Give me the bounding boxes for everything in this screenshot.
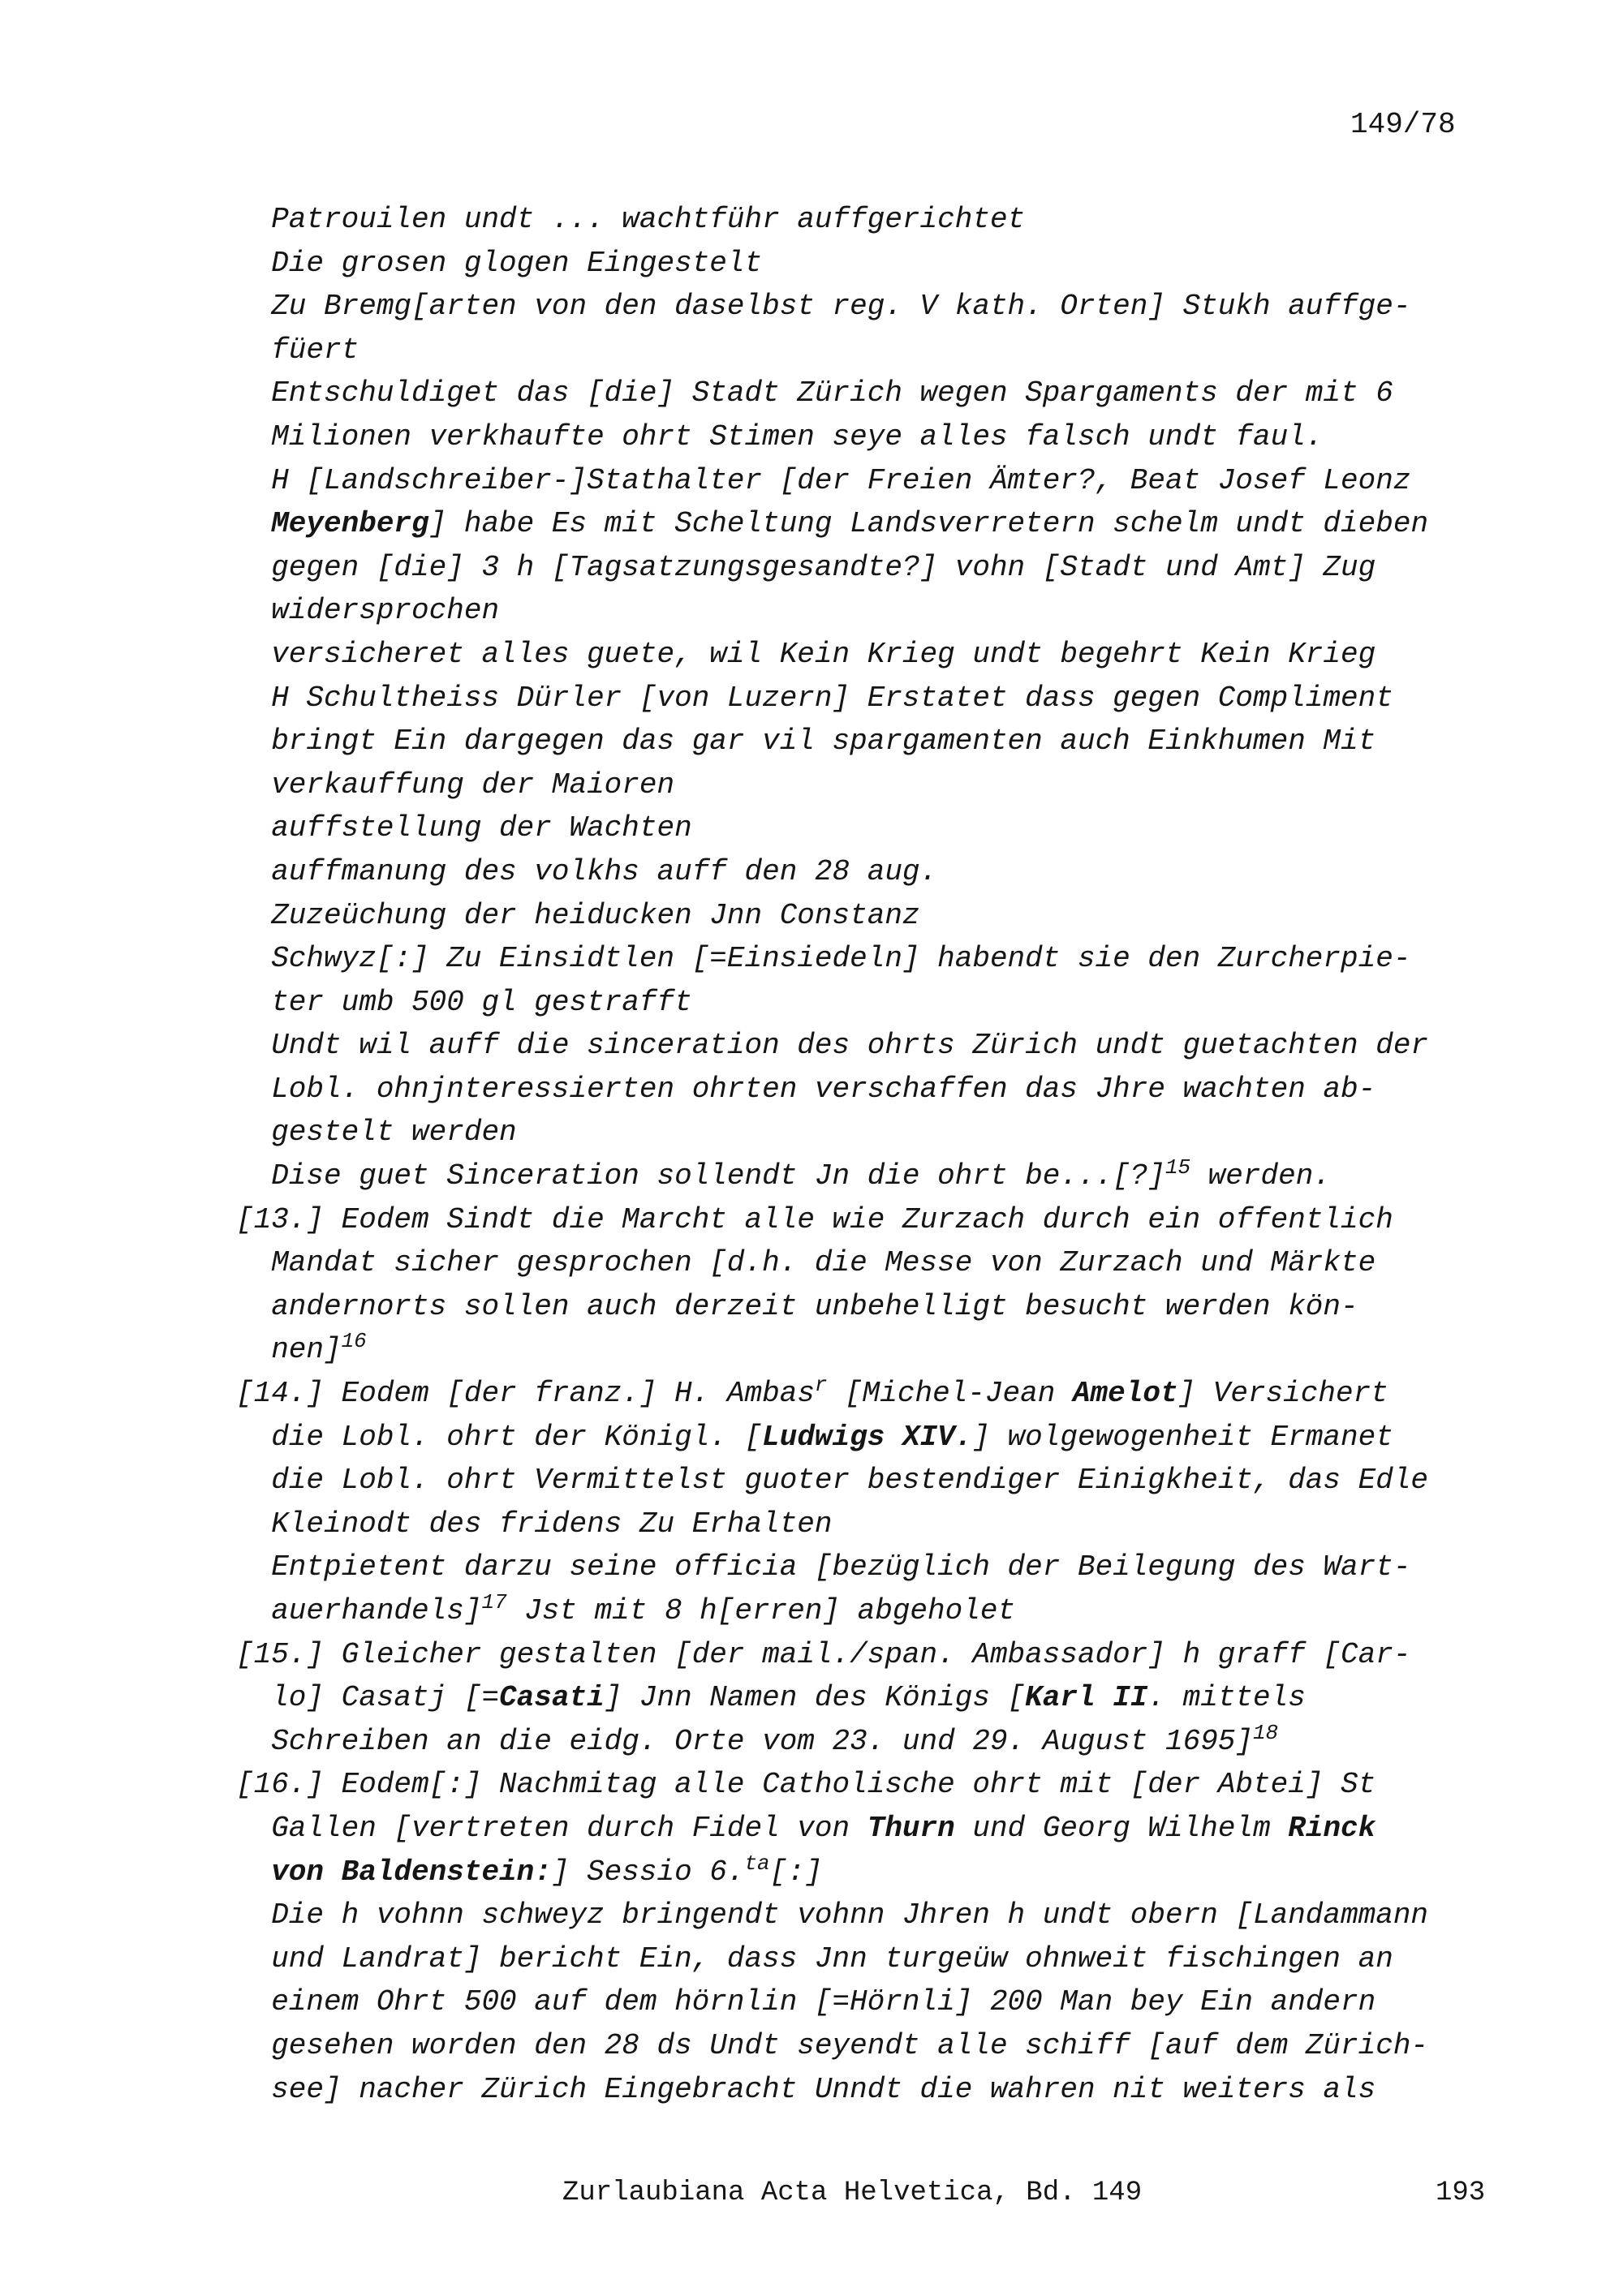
text-segment: andernorts sollen auch derzeit unbehelligt besucht werden kön- (271, 1289, 1358, 1323)
text-segment: die Lobl. ohrt Vermittelst guoter bestendiger Einigkheit, das Edle (271, 1464, 1429, 1498)
text-segment: ] habe Es mit Scheltung Landsverretern schelm undt dieben (428, 507, 1429, 541)
text-segment: ] Jnn Namen des Königs [ (604, 1681, 1026, 1715)
text-segment: Zu Bremg[arten von den daselbst reg. V kath. Orten] Stukh auffge- (271, 290, 1411, 324)
bold-name: Karl II (1025, 1681, 1148, 1715)
text-segment: Entschuldiget das [die] Stadt Zürich wegen Spargaments der mit 6 (271, 376, 1393, 411)
text-line (236, 1676, 1428, 1720)
text-line (236, 329, 1428, 372)
text-segment: auerhandels] (271, 1594, 482, 1627)
text-segment: bringt Ein dargegen das gar vil spargamenten auch Einkhumen Mit (271, 724, 1376, 759)
text-line (236, 806, 1428, 850)
text-segment: füert (271, 333, 359, 367)
text-segment: gestelt werden (271, 1116, 517, 1150)
text-segment: see] nacher Zürich Eingebracht Unndt die wahren nit weiters als (271, 2072, 1376, 2106)
superscript-note: 16 (341, 1329, 367, 1354)
text-line (236, 763, 1428, 807)
text-line (236, 1633, 1428, 1677)
bold-name: Meyenberg (271, 507, 429, 541)
text-line (236, 546, 1428, 590)
text-segment: die Lobl. ohrt der Königl. [ (271, 1420, 763, 1454)
text-segment: auffmanung des volkhs auff den 28 aug. (271, 854, 938, 888)
text-segment: . mittels (1147, 1681, 1306, 1715)
bold-name: Ludwigs XIV. (762, 1420, 973, 1454)
text-segment: ter umb 500 gl gestrafft (271, 985, 692, 1019)
text-line (236, 633, 1428, 677)
text-line (236, 677, 1428, 720)
text-line (236, 372, 1428, 415)
text-segment: Schreiben an die eidg. Orte vom 23. und 29. August 1695] (271, 1724, 1253, 1758)
text-line (236, 1589, 1428, 1633)
text-segment: Jst mit 8 h[erren] abgeholet (506, 1594, 1016, 1627)
text-line (236, 981, 1428, 1025)
text-line (236, 1068, 1428, 1111)
superscript-note: 15 (1165, 1155, 1191, 1180)
text-segment: ] Sessio 6. (551, 1855, 745, 1889)
text-segment: Milionen verkhaufte ohrt Stimen seye alles falsch undt faul. (271, 419, 1324, 454)
text-line (236, 502, 1428, 546)
text-line (236, 198, 1428, 242)
text-line (236, 1851, 1428, 1894)
bold-name: von Baldenstein: (271, 1855, 552, 1889)
text-line (236, 1198, 1428, 1242)
text-segment: Schwyz[:] Zu Einsidtlen [=Einsiedeln] habendt sie den Zurcherpie- (271, 942, 1411, 976)
text-line (236, 1720, 1428, 1764)
text-line (236, 1937, 1428, 1981)
text-line (236, 285, 1428, 329)
text-segment: Lobl. ohnjnteressierten ohrten verschaffen das Jhre wachten ab- (271, 1072, 1376, 1106)
footer-citation: Zurlaubiana Acta Helvetica, Bd. 149 (562, 2178, 1143, 2208)
bold-name: Thurn (867, 1811, 955, 1845)
text-segment: versicheret alles guete, wil Kein Krieg undt begehrt Kein Krieg (271, 637, 1376, 671)
text-line (236, 1285, 1428, 1329)
text-line (236, 242, 1428, 286)
text-line (236, 937, 1428, 981)
text-line (236, 1459, 1428, 1503)
text-segment: einem Ohrt 500 auf dem hörnlin [=Hörnli] 200 Man bey Ein andern (271, 1985, 1376, 2019)
text-segment: Mandat sicher gesprochen [d.h. die Messe von Zurzach und Märkte (271, 1246, 1376, 1280)
text-segment: H [Landschreiber-]Stathalter [der Freien Ämter?, Beat Josef Leonz (271, 463, 1411, 497)
text-segment: [14.] Eodem [der franz.] H. Ambas (236, 1377, 815, 1411)
text-line (236, 1241, 1428, 1285)
document-body (236, 198, 1428, 2111)
text-segment: werden. (1190, 1159, 1331, 1193)
text-line (236, 1894, 1428, 1937)
text-line (236, 1503, 1428, 1546)
text-segment: Die grosen glogen Eingestelt (271, 246, 763, 280)
text-line (236, 1546, 1428, 1589)
footer-page-number: 193 (1436, 2178, 1486, 2208)
text-segment: Zuzeüchung der heiducken Jnn Constanz (271, 898, 920, 932)
text-line (236, 1807, 1428, 1851)
text-segment: verkauffung der Maioren (271, 767, 675, 802)
text-segment: ] wolgewogenheit Ermanet (972, 1420, 1393, 1454)
text-segment: [13.] Eodem Sindt die Marcht alle wie Zurzach durch ein offentlich (236, 1202, 1393, 1236)
text-line (236, 1980, 1428, 2024)
text-segment: Dise guet Sinceration sollendt Jn die ohrt be...[?] (271, 1159, 1165, 1193)
text-segment: Patrouilen undt ... wachtführ auffgerichtet (271, 203, 1026, 236)
text-segment: [Michel-Jean (827, 1377, 1073, 1411)
text-segment: gesehen worden den 28 ds Undt seyendt alle schiff [auf dem Zürich- (271, 2028, 1429, 2062)
text-segment: und Landrat] bericht Ein, dass Jnn turgeüw ohnweit fischingen an (271, 1941, 1393, 1976)
text-segment: Undt wil auff die sinceration des ohrts Zürich undt guetachten der (271, 1029, 1429, 1063)
text-line (236, 1372, 1428, 1416)
text-segment: Entpietent darzu seine officia [bezüglich der Beilegung des Wart- (271, 1550, 1411, 1584)
text-segment: lo] Casatj [= (271, 1681, 500, 1715)
text-line (236, 1328, 1428, 1372)
text-segment: gegen [die] 3 h [Tagsatzungsgesandte?] vohn [Stadt und Amt] Zug (271, 550, 1376, 584)
text-line (236, 2024, 1428, 2068)
text-line (236, 589, 1428, 633)
superscript-note: ta (744, 1851, 770, 1876)
text-segment: auffstellung der Wachten (271, 811, 692, 845)
superscript-note: 17 (481, 1590, 507, 1615)
text-line (236, 1111, 1428, 1154)
page-header-number: 149/78 (1350, 108, 1456, 141)
bold-name: Casati (499, 1681, 605, 1715)
text-line (236, 1416, 1428, 1460)
bold-name: Rinck (1288, 1811, 1376, 1845)
text-line (236, 850, 1428, 894)
text-segment: [:] (769, 1855, 823, 1889)
superscript-note: r (814, 1373, 828, 1398)
text-line (236, 415, 1428, 459)
text-segment: widersprochen (271, 594, 500, 628)
text-segment: und Georg Wilhelm (954, 1811, 1289, 1845)
text-line (236, 2068, 1428, 2112)
bold-name: Amelot (1072, 1377, 1178, 1411)
text-segment: Kleinodt des fridens Zu Erhalten (271, 1507, 833, 1541)
text-line (236, 720, 1428, 763)
text-segment: H Schultheiss Dürler [von Luzern] Erstatet dass gegen Compliment (271, 681, 1393, 715)
text-line (236, 459, 1428, 503)
text-segment: Gallen [vertreten durch Fidel von (271, 1811, 867, 1845)
text-line (236, 894, 1428, 938)
text-segment: ] Versichert (1177, 1377, 1388, 1411)
text-line (236, 1024, 1428, 1068)
text-segment: Die h vohnn schweyz bringendt vohnn Jhren h undt obern [Landammann (271, 1898, 1429, 1933)
text-segment: nen] (271, 1333, 342, 1367)
superscript-note: 18 (1253, 1720, 1279, 1745)
text-segment: [15.] Gleicher gestalten [der mail./span. Ambassador] h graff [Car- (236, 1637, 1411, 1671)
text-segment: [16.] Eodem[:] Nachmitag alle Catholische ohrt mit [der Abtei] St (236, 1768, 1376, 1802)
text-line (236, 1154, 1428, 1198)
text-line (236, 1763, 1428, 1807)
